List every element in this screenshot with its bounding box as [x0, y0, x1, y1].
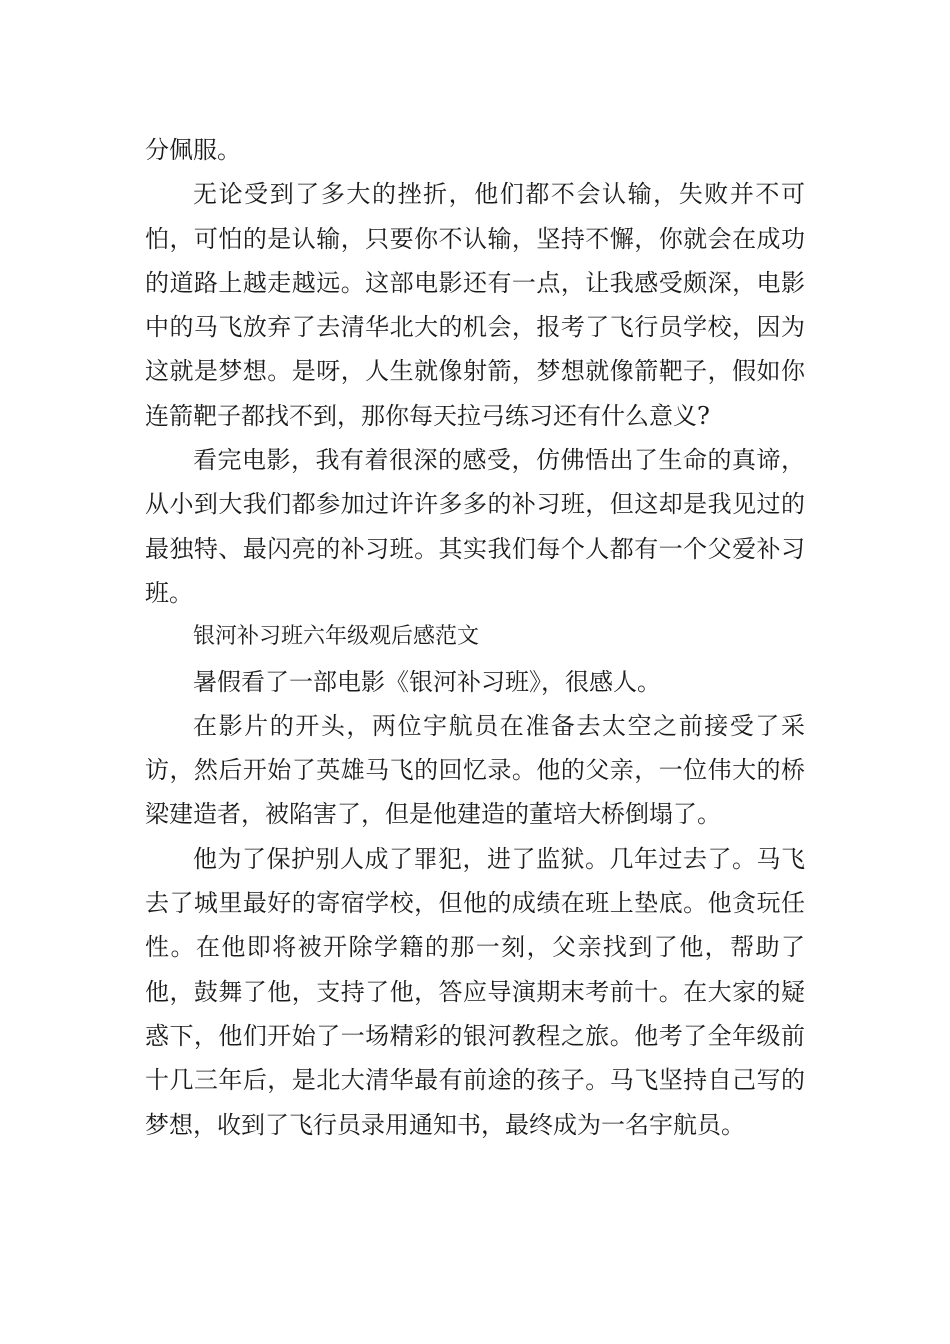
paragraph: 无论受到了多大的挫折，他们都不会认输，失败并不可怕，可怕的是认输，只要你不认输，坚持不懈，你就会在成功的道路上越走越远。这部电影还有一点，让我感受颇深，电影中的马飞放弃了去清华北大的机会，报考了飞行员学校，因为这就是梦想。是呀，人生就像射箭，梦想就像箭靶子，假如你连箭靶子都找不到，那你每天拉弓练习还有什么意义? — [145, 180, 805, 430]
paragraph: 看完电影，我有着很深的感受，仿佛悟出了生命的真谛，从小到大我们都参加过许许多多的补习班，但这却是我见过的最独特、最闪亮的补习班。其实我们每个人都有一个父爱补习班。 — [145, 446, 805, 607]
section-title: 银河补习班六年级观后感范文 — [193, 624, 480, 650]
body-text — [145, 128, 805, 1147]
paragraph: 在影片的开头，两位宇航员在准备去太空之前接受了采访，然后开始了英雄马飞的回忆录。他的父亲，一位伟大的桥梁建造者，被陷害了，但是他建造的董培大桥倒塌了。 — [145, 711, 805, 829]
paragraph: 他为了保护别人成了罪犯，进了监狱。几年过去了。马飞去了城里最好的寄宿学校，但他的成绩在班上垫底。他贪玩任性。在他即将被开除学籍的那一刻，父亲找到了他，帮助了他，鼓舞了他，支持了他，答应导演期末考前十。在大家的疑惑下，他们开始了一场精彩的银河教程之旅。他考了全年级前十几三年后，是北大清华最有前途的孩子。马飞坚持自己写的梦想，收到了飞行员录用通知书，最终成为一名宇航员。 — [145, 844, 805, 1139]
paragraph: 暑假看了一部电影《银河补习班》，很感人。 — [193, 667, 661, 696]
paragraph-continuation: 分佩服。 — [145, 136, 241, 164]
